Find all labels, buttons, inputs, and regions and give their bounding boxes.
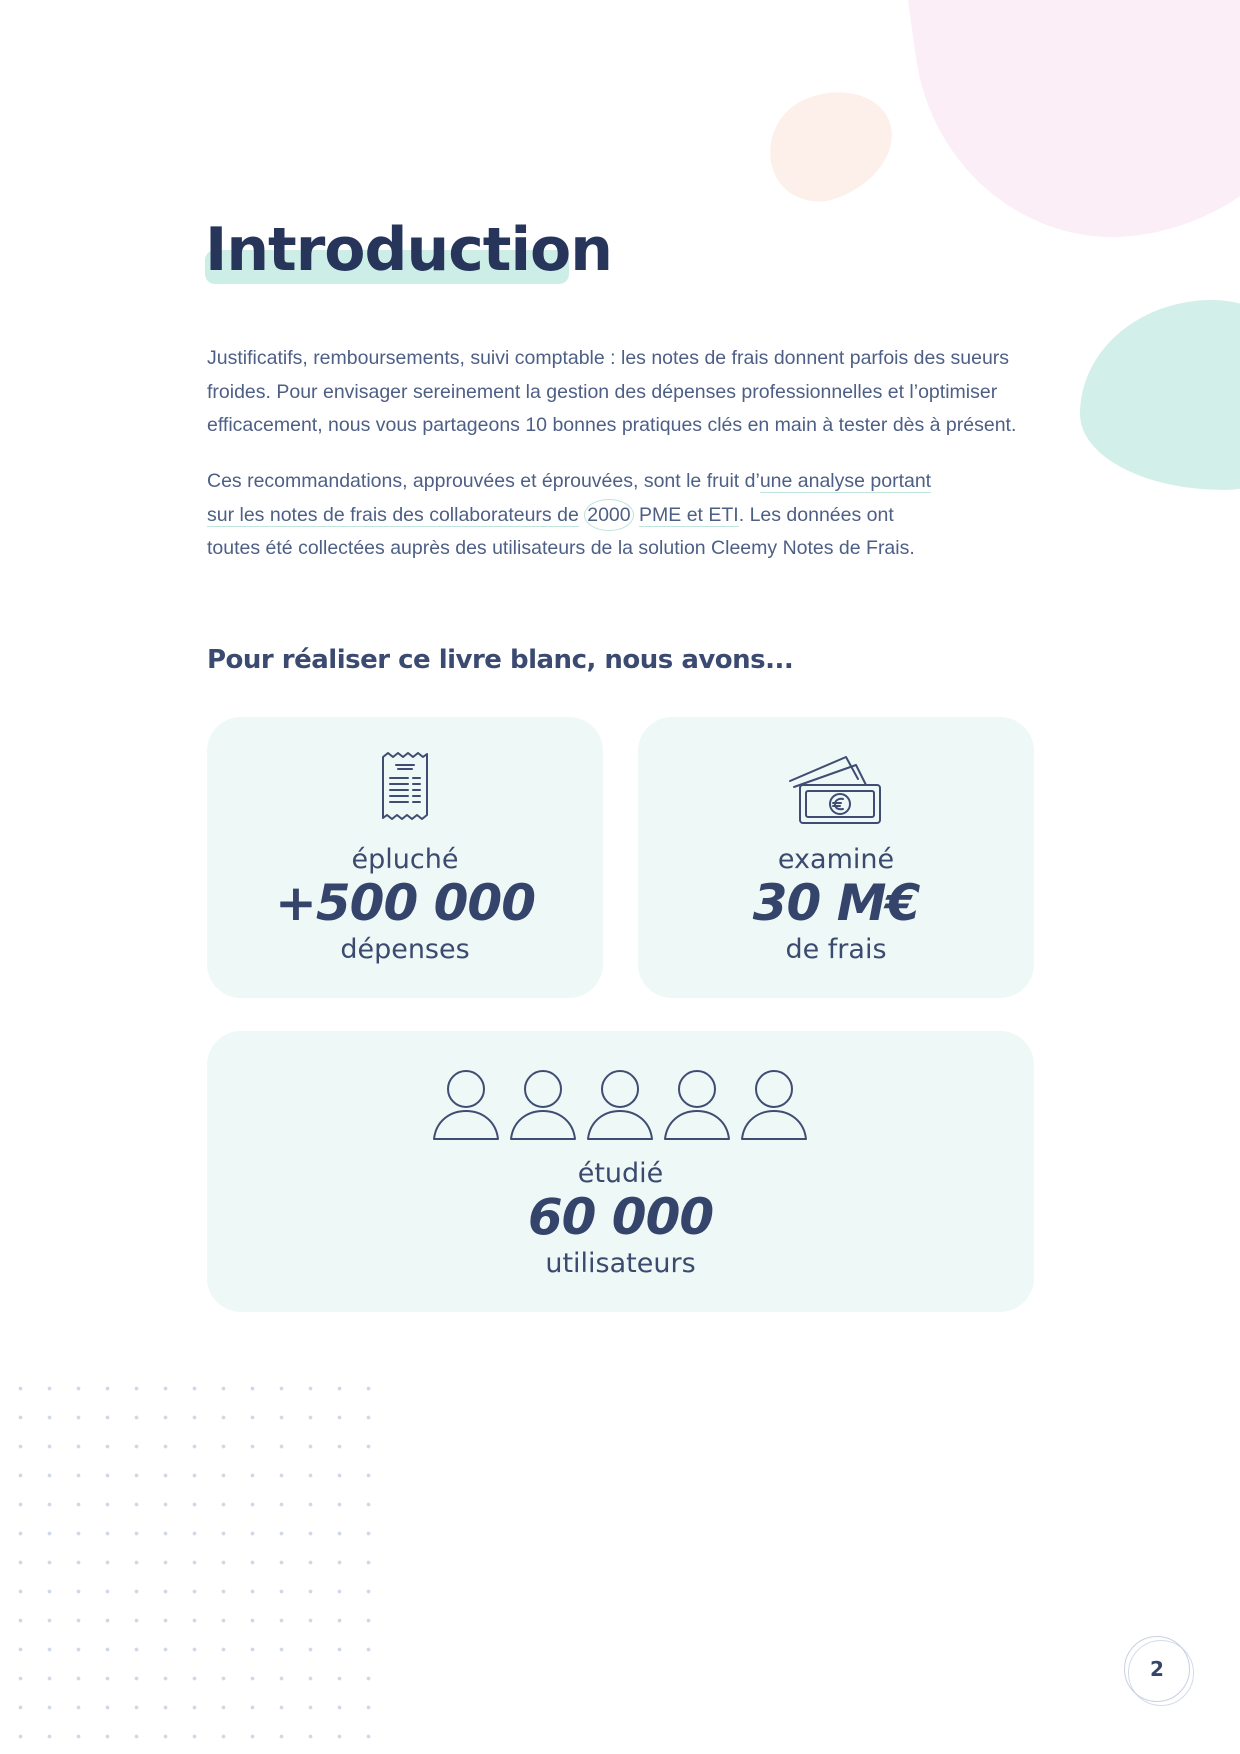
stat-label-top: épluché (351, 844, 459, 875)
methodology-text-end: . Les données ont toutes été collectées auprès des utilisateurs de la solution Cleemy Notes de Frais. (207, 503, 915, 559)
methodology-underline-2: PME et ETI (639, 503, 739, 526)
stat-label-top: examiné (777, 844, 895, 875)
intro-paragraph: Justificatifs, remboursements, suivi comptable : les notes de frais donnent parfois des sueurs froides. Pour envisager sereinement la gestion des dépenses professionnelles et l’optimiser efficacement, nous vous partageons 10 bonnes pratiques clés en main à tester dès à présent. (207, 347, 1017, 436)
page-title: Introduction (205, 215, 612, 285)
banknotes-icon (786, 751, 886, 831)
decorative-blob-mint (1080, 300, 1240, 490)
circled-number: 2000 (584, 499, 633, 531)
stat-label-bottom: de frais (785, 934, 887, 965)
methodology-text-start: Ces recommandations, approuvées et éprouvées, sont le fruit d’ (207, 470, 760, 492)
users-icon (432, 1069, 810, 1145)
stat-label-bottom: dépenses (340, 934, 470, 965)
decorative-blob-pink (895, 0, 1240, 262)
decorative-dot-grid (6, 1374, 372, 1752)
methodology-paragraph (207, 465, 947, 566)
stat-value: 30 M€ (752, 874, 920, 932)
methodology-underline-1: une analyse portant sur les notes de frais des collaborateurs de (207, 470, 932, 526)
page-number: 2 (1124, 1636, 1190, 1702)
page-title-block (205, 210, 612, 290)
stat-value: 60 000 (527, 1188, 714, 1246)
stat-label-top: étudié (577, 1158, 664, 1189)
section-subtitle: Pour réaliser ce livre blanc, nous avons... (207, 645, 794, 675)
stat-label-bottom: utilisateurs (545, 1248, 696, 1279)
stat-value: +500 000 (274, 874, 536, 932)
stat-card-expenses (207, 717, 603, 998)
user-icon (434, 1071, 498, 1139)
stat-card-users (207, 1031, 1034, 1312)
receipt-icon (377, 751, 433, 825)
stat-card-amount (638, 717, 1034, 998)
decorative-blob-peach (754, 75, 908, 216)
